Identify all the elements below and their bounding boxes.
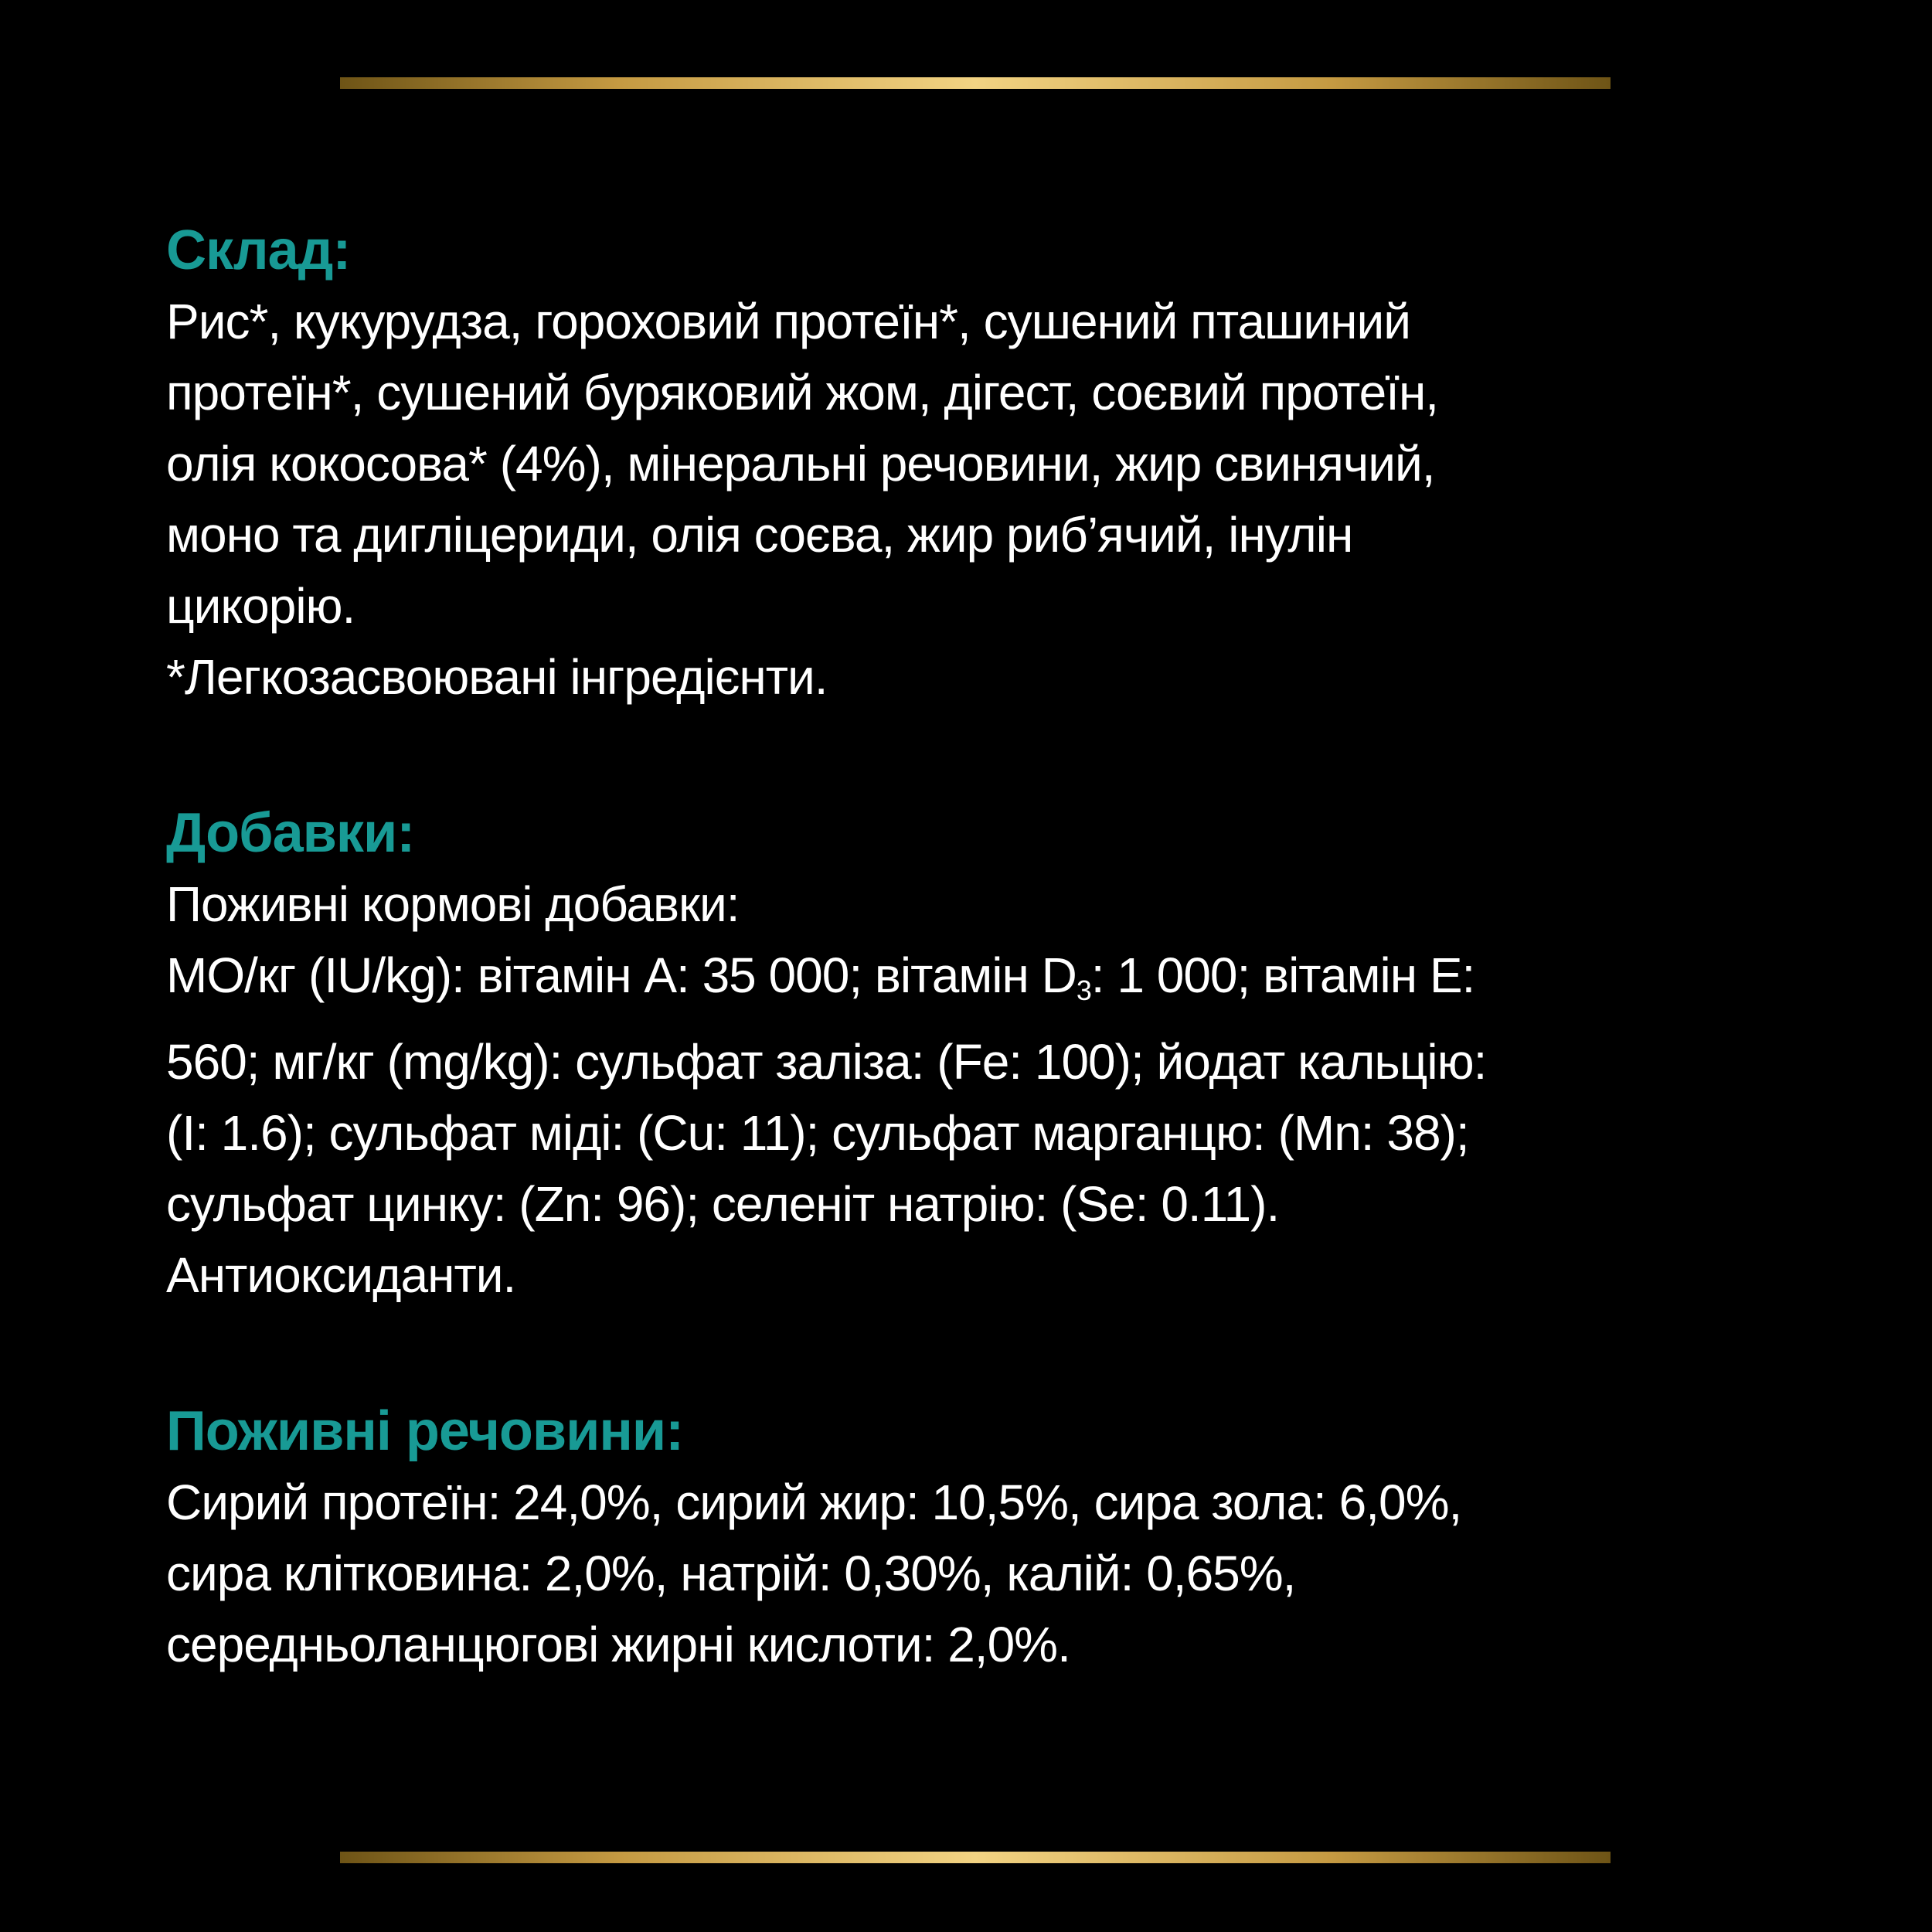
composition-footnote: *Легкозасвоювані інгредієнти. [166,649,828,705]
composition-line: протеїн*, сушений буряковий жом, дігест, соєвий протеїн, [166,365,1439,420]
composition-line: цикорію. [166,578,355,634]
gold-divider-bottom [340,1852,1611,1863]
section-additives [166,798,1820,1311]
section-nutrients [166,1396,1820,1680]
composition-line: Рис*, кукурудза, гороховий протеїн*, сушений пташиний [166,294,1410,349]
nutrients-line: Сирий протеїн: 24,0%, сирий жир: 10,5%, сира зола: 6,0%, [166,1475,1462,1531]
additives-line: (I: 1.6); сульфат міді: (Cu: 11); сульфат марганцю: (Mn: 38); [166,1105,1469,1162]
composition-heading: Склад: [166,219,351,281]
additives-line: Антиоксиданти. [166,1247,516,1304]
additives-line: 560; мг/кг (mg/kg): сульфат заліза: (Fe: 100); йодат кальцію: [166,1034,1487,1090]
vitamin-line-post: : 1 000; вітамін E: [1090,947,1475,1003]
vitamin-line-pre: МО/кг (IU/kg): вітамін A: 35 000; вітамін D [166,947,1077,1003]
additives-heading: Добавки: [166,802,415,864]
nutrients-line: сира клітковина: 2,0%, натрій: 0,30%, калій: 0,65%, [166,1546,1296,1602]
additives-vitamin-line [166,940,1820,1026]
composition-line: олія кокосова* (4%), мінеральні речовини, жир свинячий, [166,436,1435,492]
gold-divider-top [340,77,1611,89]
nutrients-line: середньоланцюгові жирні кислоти: 2,0%. [166,1617,1070,1673]
composition-line: моно та дигліцериди, олія соєва, жир риб’ячий, інулін [166,507,1353,563]
additives-intro: Поживні кормові добавки: [166,876,740,932]
vitamin-d-subscript: 3 [1076,975,1091,1007]
label-content [166,215,1820,1680]
nutrients-heading: Поживні речовини: [166,1400,684,1463]
section-composition [166,215,1820,713]
additives-line: сульфат цинку: (Zn: 96); селеніт натрію: (Se: 0.11). [166,1176,1280,1233]
